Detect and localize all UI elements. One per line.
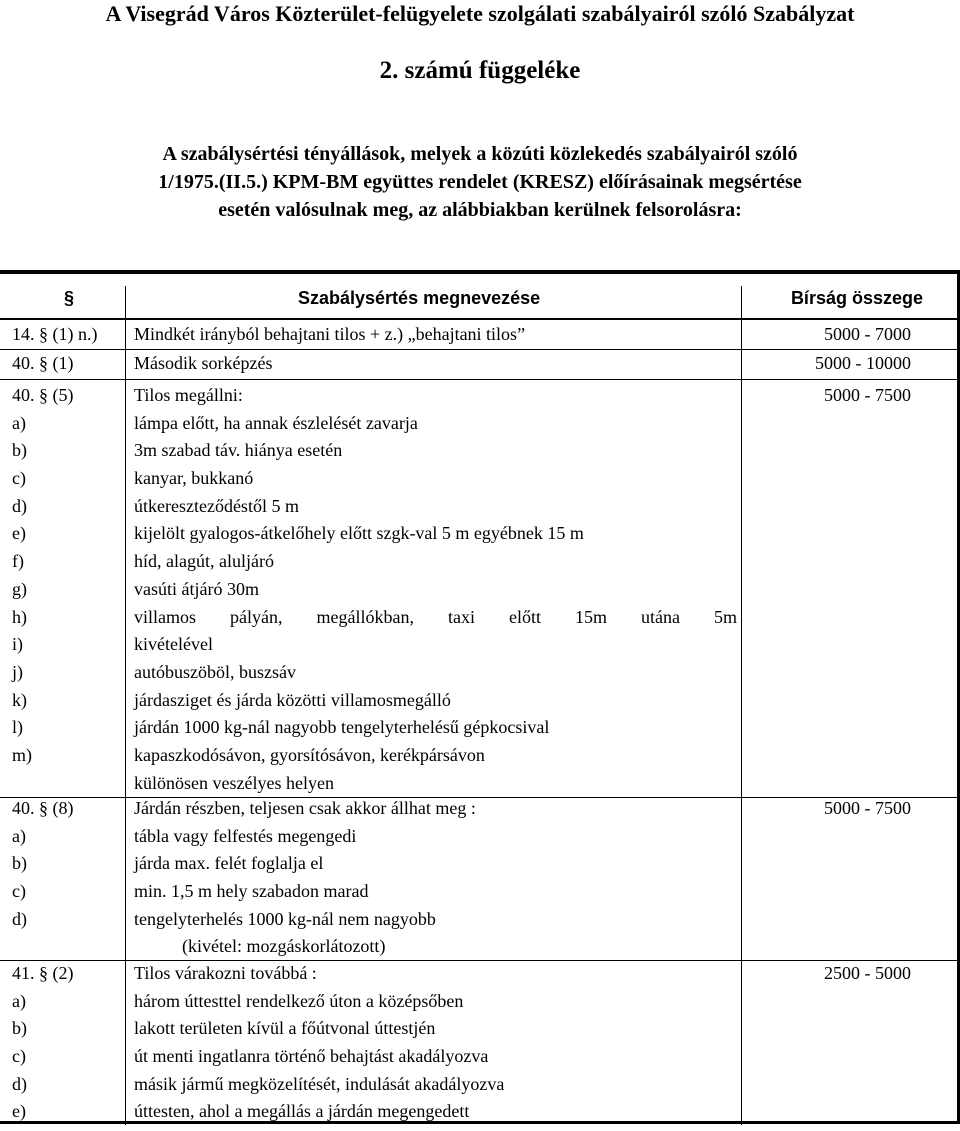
offense-text: vasúti átjáró 30m [134, 578, 259, 599]
header-offense-name: Szabálysértés megnevezése [298, 288, 541, 308]
offense-text: (kivétel: mozgáskorlátozott) [182, 936, 386, 957]
offense-text: kivételével [134, 634, 213, 655]
offense-text: villamos pályán, megállókban, taxi előtt 15m utána 5m [134, 606, 737, 627]
section-ref: 40. § (1) [12, 353, 74, 373]
item-letter: h) [12, 606, 27, 627]
item-letter: e) [12, 523, 26, 544]
offense-text: kanyar, bukkanó [134, 468, 254, 489]
column-divider [741, 286, 742, 1125]
offense-text: különösen veszélyes helyen [134, 772, 334, 793]
item-letter: b) [12, 440, 27, 461]
offense-text: Második sorképzés [134, 353, 273, 373]
item-letter: m) [12, 744, 32, 765]
offense-table [0, 270, 960, 1124]
intro-line: 1/1975.(II.5.) KPM-BM együttes rendelet (KRESZ) előírásainak megsértése [158, 171, 802, 193]
item-letter: a) [12, 990, 26, 1011]
section-ref: 40. § (5) [12, 385, 74, 405]
offense-text: másik jármű megközelítését, indulását akadályozva [134, 1073, 505, 1094]
header-fine-amount: Bírság összege [790, 288, 923, 308]
offense-text: Tilos megállni: [134, 385, 243, 405]
document-title: A Visegrád Város Közterület-felügyelete szolgálati szabályairól szóló Szabályzat [105, 1, 855, 26]
offense-text: 3m szabad táv. hiánya esetén [134, 440, 343, 461]
offense-text: kijelölt gyalogos-átkelőhely előtt szgk-val 5 m egyébnek 15 m [134, 523, 584, 544]
offense-text: tábla vagy felfestés megengedi [134, 825, 357, 846]
section-ref: 40. § (8) [12, 798, 74, 818]
item-letter: c) [12, 468, 26, 489]
section-ref: 41. § (2) [12, 963, 74, 983]
offense-text: tengelyterhelés 1000 kg-nál nem nagyobb [134, 908, 436, 929]
item-letter: c) [12, 881, 26, 902]
fine-amount: 5000 - 7500 [824, 385, 911, 405]
offense-text: Tilos várakozni továbbá : [134, 963, 317, 983]
item-letter: a) [12, 412, 26, 433]
offense-text: kapaszkodósávon, gyorsítósávon, kerékpársávon [134, 744, 485, 765]
table-header [0, 286, 957, 316]
item-letter: a) [12, 825, 26, 846]
offense-text: lámpa előtt, ha annak észlelését zavarja [134, 412, 418, 433]
document-subtitle: 2. számú függeléke [379, 57, 581, 84]
offense-text: híd, alagút, aluljáró [134, 551, 274, 572]
item-letter: e) [12, 1101, 26, 1122]
item-letter: l) [12, 717, 23, 738]
offense-text: autóbuszöböl, buszsáv [134, 661, 296, 682]
fine-amount: 2500 - 5000 [824, 963, 911, 983]
fine-amount: 5000 - 10000 [815, 353, 911, 373]
intro-line: esetén valósulnak meg, az alábbiakban kerülnek felsorolásra: [218, 199, 742, 221]
item-letter: d) [12, 1073, 27, 1094]
offense-text: három úttesttel rendelkező úton a középsőben [134, 990, 464, 1011]
item-letter: c) [12, 1046, 26, 1067]
item-letter: d) [12, 908, 27, 929]
offense-text: útkereszteződéstől 5 m [134, 495, 299, 516]
fine-amount: 5000 - 7500 [824, 798, 911, 818]
item-letter: d) [12, 495, 27, 516]
section-ref: 14. § (1) n.) [12, 324, 98, 344]
header-section: § [64, 288, 75, 308]
row-divider [0, 379, 957, 380]
offense-text: járdasziget és járda közötti villamosmegálló [134, 689, 451, 710]
offense-text: úttesten, ahol a megállás a járdán megengedett [134, 1101, 470, 1122]
item-letter: k) [12, 689, 27, 710]
offense-text: lakott területen kívül a főútvonal úttestjén [134, 1018, 436, 1039]
fine-amount: 5000 - 7000 [824, 324, 911, 344]
offense-text: járdán 1000 kg-nál nagyobb tengelyterhelésű gépkocsival [134, 717, 550, 738]
offense-text: járda max. felét foglalja el [134, 853, 324, 874]
offense-text: Járdán részben, teljesen csak akkor állhat meg : [134, 798, 476, 818]
offense-text: Mindkét irányból behajtani tilos + z.) „behajtani tilos” [134, 324, 526, 344]
item-letter: i) [12, 634, 23, 655]
item-letter: j) [12, 661, 23, 682]
intro-line: A szabálysértési tényállások, melyek a közúti közlekedés szabályairól szóló [162, 143, 798, 165]
item-letter: f) [12, 551, 24, 572]
intro-paragraph [0, 140, 960, 224]
offense-text: min. 1,5 m hely szabadon marad [134, 881, 369, 902]
item-letter: b) [12, 853, 27, 874]
item-letter: b) [12, 1018, 27, 1039]
offense-text: út menti ingatlanra történő behajtást akadályozva [134, 1046, 489, 1067]
column-divider [125, 286, 126, 1125]
item-letter: g) [12, 578, 27, 599]
row-divider [0, 318, 957, 320]
